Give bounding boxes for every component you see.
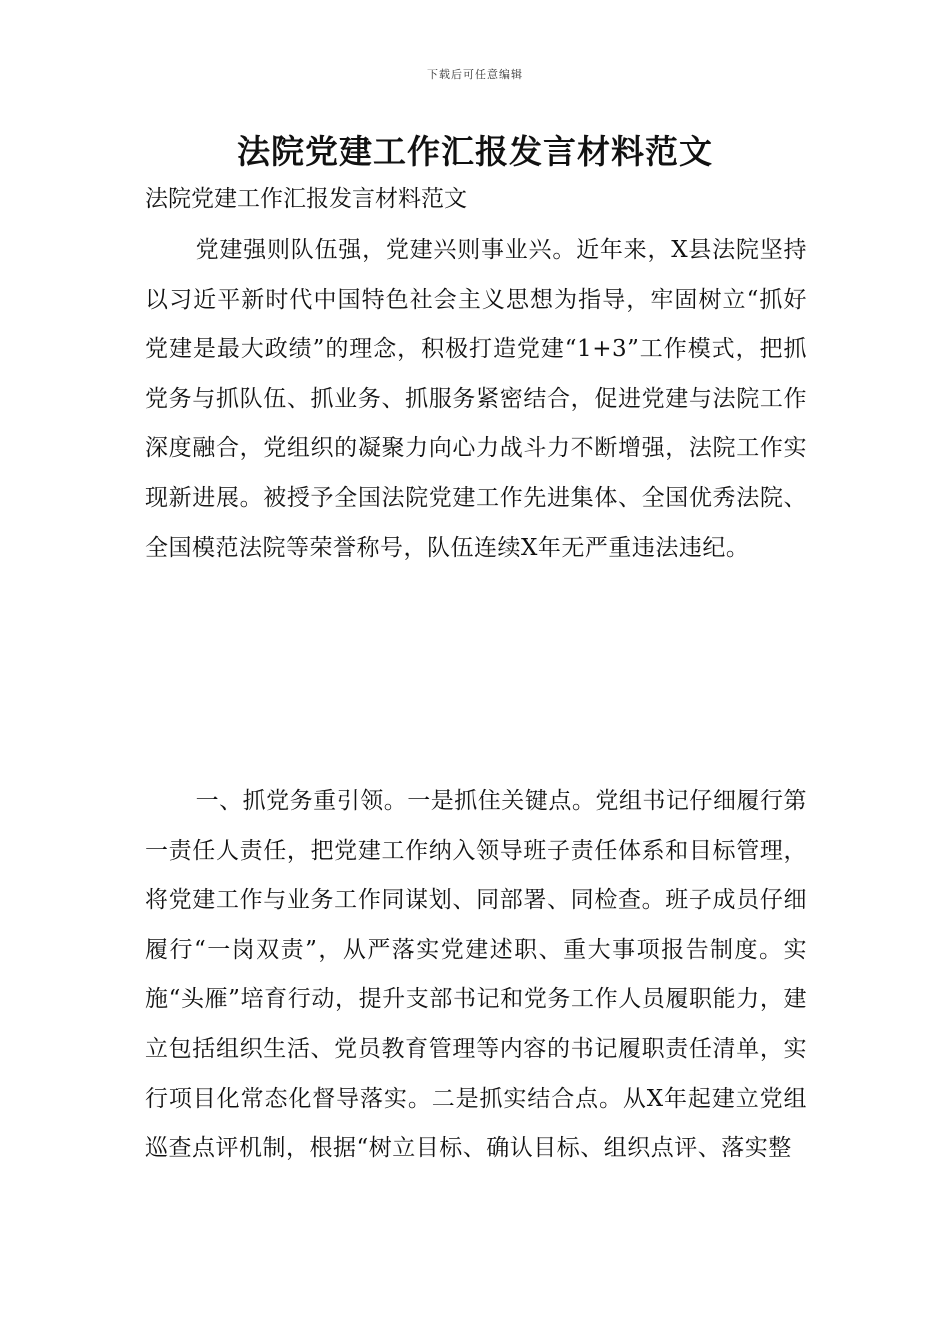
header-note: 下载后可任意编辑 [427, 68, 523, 81]
document-subtitle: 法院党建工作汇报发言材料范文 [145, 186, 467, 212]
document-title: 法院党建工作汇报发言材料范文 [237, 132, 713, 171]
body-paragraph-2: 一、抓党务重引领。一是抓住关键点。党组书记仔细履行第一责任人责任，把党建工作纳入领导班子责任体系和目标管理，将党建工作与业务工作同谋划、同部署、同检查。班子成员仔细履行“一岗双责”，从严落实党建述职、重大事项报告制度。实施“头雁”培育行动，提升支部书记和党务工作人员履职能力，建立包括组织生活、党员教育管理等内容的书记履职责任清单，实行项目化常态化督导落实。二是抓实结合点。从X年起建立党组巡查点评机制，根据“树立目标、确认目标、组织点评、落实整 [145, 788, 807, 1162]
body-paragraph-1: 党建强则队伍强，党建兴则事业兴。近年来，X县法院坚持以习近平新时代中国特色社会主义思想为指导，牢固树立“抓好党建是最大政绩”的理念，积极打造党建“1+3”工作模式，把抓党务与抓队伍、抓业务、抓服务紧密结合，促进党建与法院工作深度融合，党组织的凝聚力向心力战斗力不断增强，法院工作实现新进展。被授予全国法院党建工作先进集体、全国优秀法院、全国模范法院等荣誉称号，队伍连续X年无严重违法违纪。 [145, 237, 807, 561]
